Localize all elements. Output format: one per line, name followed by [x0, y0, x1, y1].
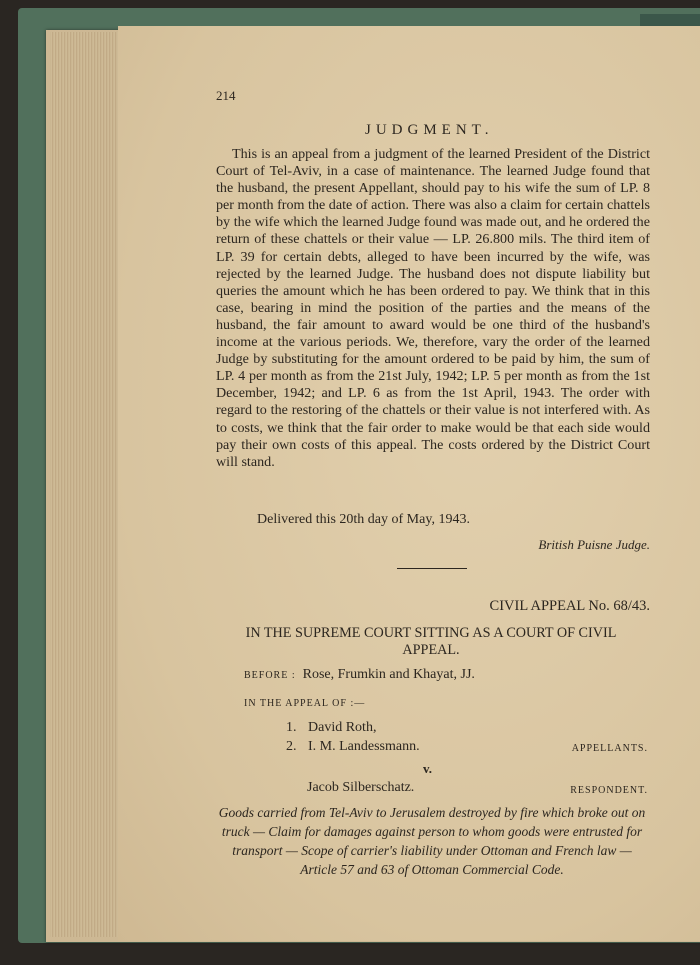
- section-divider: [397, 568, 467, 569]
- civil-appeal-number: CIVIL APPEAL No. 68/43.: [489, 598, 650, 614]
- appellant-item: [286, 739, 420, 755]
- versus: v.: [423, 761, 433, 776]
- delivered-line: Delivered this 20th day of May, 1943.: [257, 512, 470, 527]
- judgment-body: This is an appeal from a judgment of the learned President of the District Court of Tel-Aviv, in a case of maintenance. The learned Judge found that the husband, the present Appellant, should pay to his wife the sum of LP. 8 per month from the date of action. There was also a claim for certain chattels by the wife which the learned Judge found was made out, and he ordered the return of these chattels or their value — LP. 26.800 mils. The third item of LP. 39 for certain debts, alleged to have been incurred by the wife, was rejected by the learned Judge. The husband does not dispute liability but queries the amount which he has been ordered to pay. We think that in this case, bearing in mind the position of the parties and the means of the husband, the fair amount to award would be one third of the husband's income at the various periods. We, therefore, vary the order of the learned Judge by substituting for the amount ordered to be paid by him, the sum of LP. 4 per month as from the 21st July, 1942; LP. 5 per month as from the 1st December, 1942; and LP. 6 as from the 1st April, 1943. The order with regard to the restoring of the chattels or their value is not interfered with. As to costs, we think that the fair order to make would be that each side would pay their own costs of this appeal. The costs ordered by the District Court will stand.: [216, 146, 650, 470]
- court-title: IN THE SUPREME COURT SITTING AS A COURT OF CIVIL APPEAL.: [245, 625, 617, 658]
- appellant-number: 2.: [286, 739, 297, 754]
- appellant-name: David Roth,: [308, 720, 377, 735]
- appellant-name: I. M. Landessmann.: [308, 739, 420, 754]
- page-number: 214: [216, 88, 236, 103]
- appellant-number: 1.: [286, 720, 297, 735]
- appellant-item: [286, 720, 376, 736]
- before-label: BEFORE :: [244, 670, 296, 681]
- in-appeal-label: IN THE APPEAL OF :—: [244, 698, 366, 709]
- headnote: Goods carried from Tel-Aviv to Jerusalem destroyed by fire which broke out on truck — Claim for damages against person to whom goods were entrusted for transport — Scope of carrier's liability under Ottoman and French law — Article 57 and 63 of Ottoman Commercial Code.: [218, 805, 646, 877]
- respondent-label: RESPONDENT.: [570, 785, 648, 796]
- before-line: [244, 667, 475, 683]
- appellants-label: APPELLANTS.: [571, 743, 648, 754]
- judgment-heading: JUDGMENT.: [365, 122, 494, 138]
- judge-signature: British Puisne Judge.: [538, 537, 650, 552]
- before-judges: Rose, Frumkin and Khayat, JJ.: [302, 667, 475, 682]
- respondent-name: Jacob Silberschatz.: [307, 780, 415, 795]
- page-edges: [50, 32, 120, 937]
